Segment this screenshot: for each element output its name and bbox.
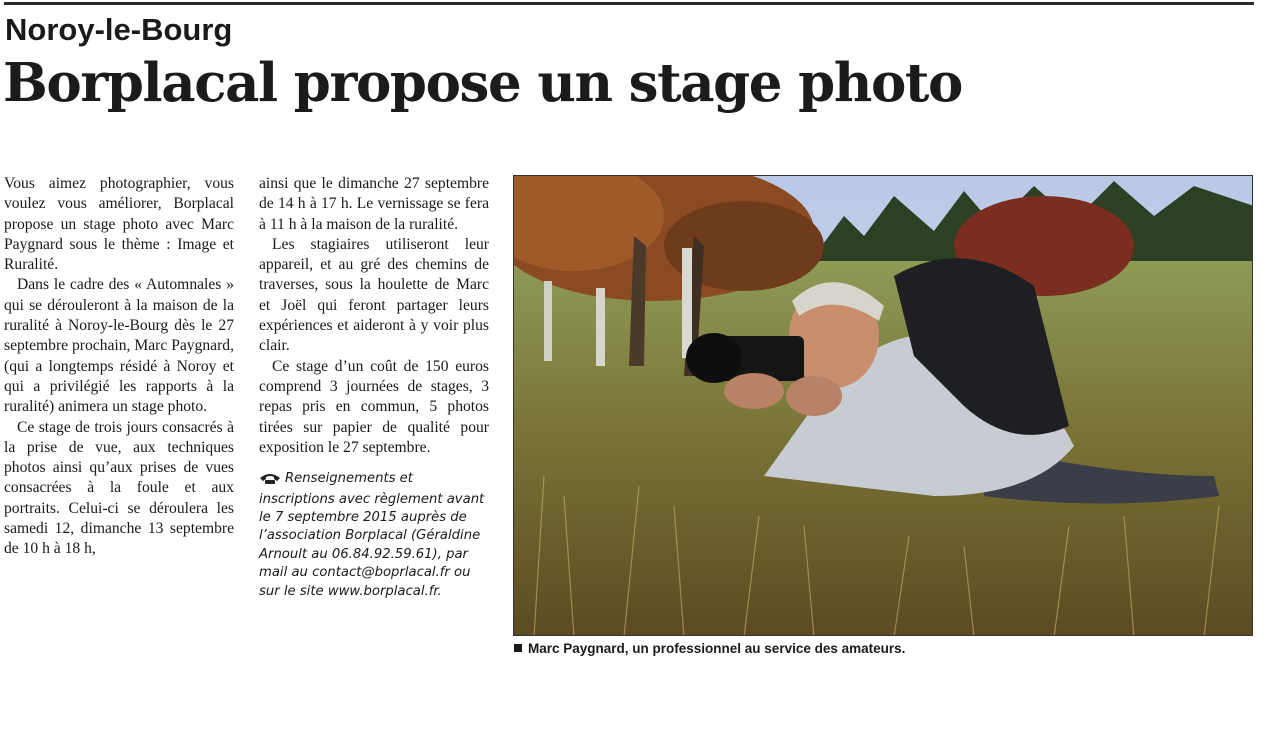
caption-bullet-icon [514, 644, 522, 652]
paragraph: Dans le cadre des « Automnales » qui se dérouleront à la maison de la ruralité à Noroy-le-Bourg dès le 27 septembre prochain, Marc Paygnard, (qui a longtemps résidé à Noroy et qui a privilégié les rapports à la ruralité) animera un stage photo. [4, 276, 234, 416]
paragraph: Les stagiaires utiliseront leur appareil, et au gré des chemins de traverses, sous la houlette de Marc et Joël qui feront partager leurs expériences et aideront à y voir plus clair. [259, 235, 489, 355]
paragraph: Ce stage de trois jours consacrés à la prise de vue, aux techniques photos ainsi qu’aux prises de vues consacrées à la foule et aux portraits. Celui-ci se déroulera les samedi 12, dimanche 13 septembre de 10 h à 18 h, [4, 418, 234, 558]
paragraph: ainsi que le dimanche 27 septembre de 14 h à 17 h. Le vernissage se fera à 11 h à la maison de la ruralité. [259, 175, 489, 233]
top-rule [4, 2, 1254, 5]
headline: Borplacal propose un stage photo [3, 52, 962, 114]
text-column-1 [4, 174, 234, 560]
paragraph: Ce stage d’un coût de 150 euros comprend 3 journées de stages, 3 repas pris en commun, 5 photos tirées sur papier de qualité pour exposition le 27 septembre. [259, 357, 489, 456]
info-box [259, 470, 489, 601]
text-column-2 [259, 174, 489, 601]
paragraph: Vous aimez photographier, vous voulez vous améliorer, Borplacal propose un stage photo avec Marc Paygnard sous le thème : Image et Ruralité. [4, 175, 234, 274]
caption-text: Marc Paygnard, un professionnel au service des amateurs. [528, 641, 906, 656]
photo-photographer-in-grass [513, 175, 1253, 636]
photo-caption [514, 641, 905, 656]
telephone-icon [259, 472, 281, 490]
kicker-location: Noroy-le-Bourg [5, 12, 233, 47]
info-text: Renseignements et inscriptions avec règlement avant le 7 septembre 2015 auprès de l’association Borplacal (Géraldine Arnoult au 06.84.92.59.61), par mail au contact@boprlacal.fr ou sur le site www.borplacal.fr. [259, 471, 485, 599]
